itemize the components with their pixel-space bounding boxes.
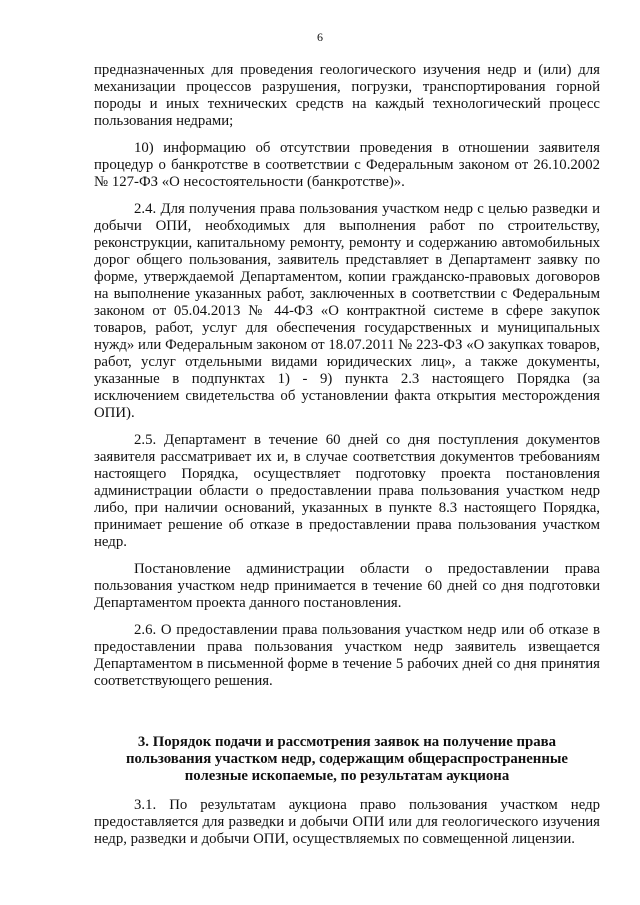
paragraph-item-10: 10) информацию об отсутствии проведения в отношении заявителя процедур о банкротстве в соответствии с Федеральным законом от 26.10.2002 № 127-ФЗ «О несостоятельности (банкротстве)». xyxy=(94,140,600,190)
page-number: 6 xyxy=(317,30,323,44)
paragraph-2-6: 2.6. О предоставлении права пользования участком недр или об отказе в предоставлении права пользования участком недр заявитель извещается Департаментом в письменной форме в течение 5 рабочих дней со дня принятия соответствующего решения. xyxy=(94,622,600,689)
paragraph-2-4: 2.4. Для получения права пользования участком недр с целью разведки и добычи ОПИ, необходимых для выполнения работ по строительству, реконструкции, капитальному ремонту, ремонту и содержанию автомобильных дорог общего пользования, заявитель представляет в Департамент заявку по форме, утверждаемой Департаментом, копии гражданско-правовых договоров на выполнение указанных работ, заключенных в соответствии с Федеральным законом от 05.04.2013 № 44-ФЗ «О контрактной системе в сфере закупок товаров, работ, услуг для обеспечения государственных и муниципальных нужд» или Федеральным законом от 18.07.2011 № 223-ФЗ «О закупках товаров, работ, услуг отдельными видами юридических лиц», а также документы, указанные в подпунктах 1) - 9) пункта 2.3 настоящего Порядка (за исключением свидетельства об установлении факта открытия месторождения ОПИ). xyxy=(94,201,600,421)
paragraph-continuation: предназначенных для проведения геологического изучения недр и (или) для механизации процессов разрушения, погрузки, транспортирования горной породы и иных технических средств на каждый технологический процесс пользования недрами; xyxy=(94,62,600,129)
document-body xyxy=(94,62,600,848)
paragraph-3-1: 3.1. По результатам аукциона право пользования участком недр предоставляется для разведки и добычи ОПИ или для геологического изучения недр, разведки и добычи ОПИ, осуществляемых по совмещенной лицензии. xyxy=(94,797,600,847)
section-heading: 3. Порядок подачи и рассмотрения заявок на получение права пользования участком недр, содержащим общераспространенные полезные ископаемые, по результатам аукциона xyxy=(126,734,568,784)
paragraph-2-5: 2.5. Департамент в течение 60 дней со дня поступления документов заявителя рассматривает их и, в случае соответствия документов требованиям настоящего Порядка, осуществляет подготовку проекта постановления администрации области о предоставлении права пользования участком недр либо, при наличии оснований, указанных в пункте 8.3 настоящего Порядка, принимает решение об отказе в предоставлении права пользования участком недр. xyxy=(94,432,600,550)
paragraph-resolution: Постановление администрации области о предоставлении права пользования участком недр принимается в течение 60 дней со дня подготовки Департаментом проекта данного постановления. xyxy=(94,561,600,611)
